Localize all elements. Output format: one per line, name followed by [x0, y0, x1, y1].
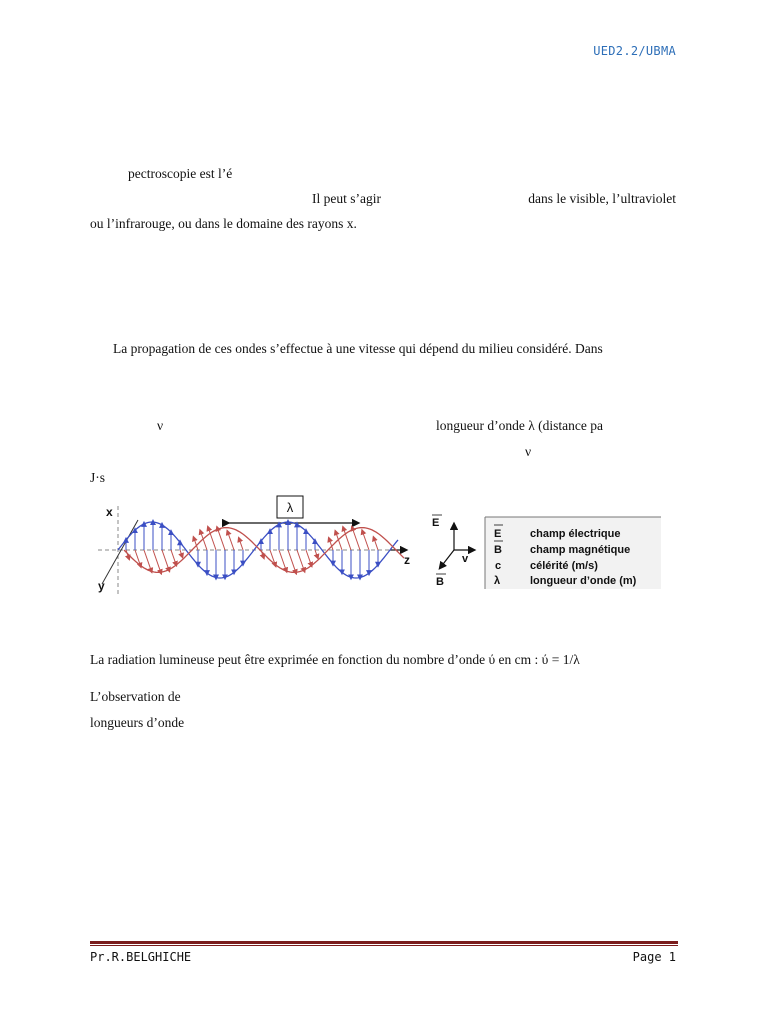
footer-rule	[90, 941, 678, 944]
magnetic-field-arrow	[239, 539, 243, 550]
magnetic-field-arrow	[217, 528, 225, 550]
paragraph-1-line-3: ou l’infrarouge, ou dans le domaine des rayons x.	[90, 216, 357, 231]
course-code: UED2.2/UBMA	[593, 44, 676, 58]
magnetic-field-arrow	[315, 550, 318, 557]
footer-rule-thin	[90, 945, 678, 946]
magnetic-field-arrow	[153, 550, 161, 572]
legend-symbol-c: c	[495, 560, 502, 572]
legend-symbol-e: E	[494, 528, 502, 540]
wave-curve	[124, 528, 404, 573]
v-vector-label: v	[462, 553, 469, 565]
planck-unit: J·s	[90, 470, 106, 485]
paragraph-1-line-2-left: Il peut s’agir	[312, 191, 381, 206]
legend	[485, 517, 661, 589]
wavenumber-line: La radiation lumineuse peut être exprimée en fonction du nombre d’onde ύ en cm : ύ = 1/λ	[90, 652, 580, 667]
b-vector-label: B	[436, 576, 444, 588]
wavelengths-line: longueurs d’onde	[90, 715, 185, 730]
x-axis-label: x	[106, 505, 113, 519]
legend-text-lambda: longueur d’onde (m)	[530, 575, 637, 587]
z-axis-label: z	[404, 553, 410, 567]
frequency-symbol-2: ν	[525, 444, 532, 459]
y-axis-label: y	[98, 579, 105, 593]
observation-line: L’observation de	[90, 689, 181, 704]
paragraph-1-line-2-right: dans le visible, l’ultraviolet	[528, 191, 676, 206]
electromagnetic-wave-figure	[90, 492, 680, 604]
e-vector-label: E	[432, 517, 440, 529]
y-axis-line	[102, 520, 138, 584]
magnetic-field-arrow	[288, 550, 296, 572]
legend-symbol-lambda: λ	[494, 575, 501, 587]
legend-text-e: champ électrique	[530, 528, 621, 540]
frequency-symbol: ν	[157, 418, 164, 433]
page-number: Page 1	[632, 950, 676, 964]
wavelength-text: longueur d’onde λ (distance pa	[436, 418, 603, 433]
magnetic-field-arrow	[306, 550, 311, 565]
lambda-box-label: λ	[286, 500, 294, 515]
b-vector-arrow	[440, 550, 454, 568]
magnetic-field-arrow	[363, 532, 370, 551]
magnetic-field-arrow	[297, 550, 304, 571]
paragraph-1-line-1: pectroscopie est l’é	[128, 166, 233, 181]
paragraph-2: La propagation de ces ondes s’effectue à une vitesse qui dépend du milieu considéré. Dans	[113, 341, 603, 356]
legend-text-c: célérité (m/s)	[530, 560, 598, 572]
magnetic-field-arrow	[228, 532, 234, 550]
magnetic-field-arrow	[162, 550, 169, 570]
legend-symbol-b: B	[494, 544, 502, 556]
magnetic-field-wave	[124, 528, 404, 573]
magnetic-field-arrow	[352, 528, 360, 550]
magnetic-field-arrow	[171, 550, 176, 564]
magnetic-field-arrow	[180, 550, 182, 556]
footer-author: Pr.R.BELGHICHE	[90, 950, 192, 964]
magnetic-field-arrow	[374, 538, 378, 550]
legend-text-b: champ magnétique	[530, 544, 631, 556]
